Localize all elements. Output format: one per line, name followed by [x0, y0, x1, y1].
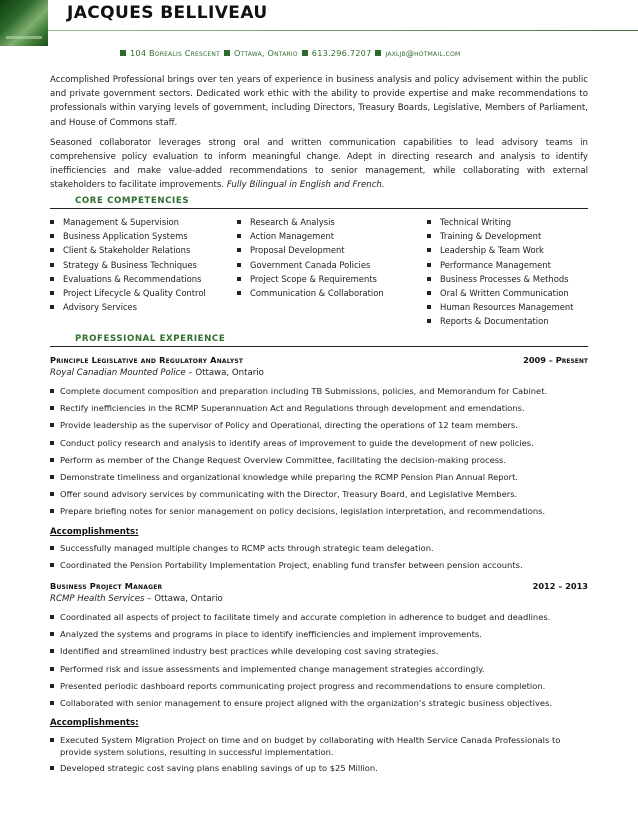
bullet-square-icon	[50, 475, 54, 479]
bullet-square-icon	[237, 263, 241, 267]
job-title: Business Project Manager	[50, 581, 163, 591]
bullet-square-icon	[120, 50, 126, 56]
bullet-square-icon	[427, 234, 431, 238]
section-rule	[50, 346, 588, 347]
list-item: Offer sound advisory services by communicating with the Director, Treasury Board, and Legislative Members.	[50, 486, 590, 503]
competency-item: Performance Management	[427, 258, 573, 272]
competency-item: Evaluations & Recommendations	[50, 272, 206, 286]
bullet-square-icon	[50, 546, 54, 550]
bullet-square-icon	[50, 684, 54, 688]
bullet-square-icon	[50, 263, 54, 267]
competency-column	[427, 215, 573, 329]
bullet-square-icon	[50, 667, 54, 671]
competency-item: Proposal Development	[237, 243, 384, 257]
bullet-square-icon	[50, 509, 54, 513]
competency-column	[237, 215, 384, 300]
bullet-square-icon	[427, 291, 431, 295]
summary-paragraph: Seasoned collaborator leverages strong oral and written communication capabilities to lead advisory teams in comprehensive policy evaluation to inform meaningful change. Adept in directing research and analysis to identify inefficiencies and make value-added recommendations to senior management, while collaborating with external stakeholders to facilitate improvements. Fully Bilingual in English and French.	[50, 137, 588, 191]
bullet-square-icon	[50, 291, 54, 295]
list-item: Prepare briefing notes for senior management on policy decisions, legislation interpretation, and recommendations.	[50, 503, 590, 520]
list-item: Provide leadership as the supervisor of Policy and Operational, directing the operations of 12 team members.	[50, 417, 590, 434]
list-item: Presented periodic dashboard reports communicating project progress and recommendations to ensure completion.	[50, 678, 590, 695]
candidate-name: JACQUES BELLIVEAU	[67, 3, 268, 23]
accomplishments-heading: Accomplishments:	[50, 527, 139, 537]
list-item: Rectify inefficiencies in the RCMP Superannuation Act and Regulations through development and emendations.	[50, 400, 590, 417]
job-duties-list	[50, 609, 590, 712]
competency-item: Research & Analysis	[237, 215, 384, 229]
list-item: Performed risk and issue assessments and implemented change management strategies accordingly.	[50, 661, 590, 678]
job-duties-list	[50, 383, 590, 521]
bullet-square-icon	[427, 319, 431, 323]
bullet-square-icon	[50, 220, 54, 224]
bullet-square-icon	[50, 563, 54, 567]
summary-paragraph: Accomplished Professional brings over ten years of experience in business analysis and policy advisement within the public and private government sectors. Dedicated work ethic with the ability to provide expertise and make recommendations to professionals within varying levels of government, including Directors, Treasury Boards, Legislative, Members of Parliament, and House of Commons staff.	[50, 75, 588, 128]
section-title-competencies: CORE COMPETENCIES	[75, 196, 190, 206]
email-link[interactable]: jaxljb@hotmail.com	[385, 48, 461, 58]
bullet-square-icon	[50, 492, 54, 496]
competency-item: Management & Supervision	[50, 215, 206, 229]
competency-item: Technical Writing	[427, 215, 573, 229]
bullet-square-icon	[427, 277, 431, 281]
bullet-square-icon	[50, 406, 54, 410]
competency-item: Government Canada Policies	[237, 258, 384, 272]
job-title: Principle Legislative and Regulatory Analyst	[50, 355, 244, 365]
list-item: Perform as member of the Change Request Overview Committee, facilitating the decision-making process.	[50, 452, 590, 469]
bullet-square-icon	[427, 305, 431, 309]
bullet-square-icon	[237, 234, 241, 238]
bullet-square-icon	[237, 291, 241, 295]
accomplishments-list	[50, 732, 590, 777]
competency-item: Leadership & Team Work	[427, 243, 573, 257]
bullet-square-icon	[224, 50, 230, 56]
competency-item: Reports & Documentation	[427, 314, 573, 328]
job-dates: 2009 – Present	[523, 355, 588, 365]
accomplishments-list	[50, 540, 590, 574]
bullet-square-icon	[237, 248, 241, 252]
competency-item: Business Application Systems	[50, 229, 206, 243]
list-item: Demonstrate timeliness and organizational knowledge while preparing the RCMP Pension Plan Annual Report.	[50, 469, 590, 486]
accomplishments-heading: Accomplishments:	[50, 718, 139, 728]
bullet-square-icon	[50, 423, 54, 427]
list-item: Coordinated the Pension Portability Implementation Project, enabling fund transfer between pension accounts.	[50, 557, 590, 574]
bullet-square-icon	[50, 649, 54, 653]
bullet-square-icon	[50, 277, 54, 281]
competency-item: Project Lifecycle & Quality Control	[50, 286, 206, 300]
professional-summary	[50, 73, 588, 199]
list-item: Coordinated all aspects of project to facilitate timely and accurate completion in adherence to budget and deadlines.	[50, 609, 590, 626]
address: 104 Borealis Crescent	[130, 48, 220, 58]
header-rule	[48, 30, 638, 31]
phone: 613.296.7207	[311, 48, 372, 58]
bullet-square-icon	[237, 220, 241, 224]
bullet-square-icon	[50, 701, 54, 705]
competency-item: Training & Development	[427, 229, 573, 243]
competency-item: Action Management	[237, 229, 384, 243]
list-item: Analyzed the systems and programs in place to identify inefficiencies and implement improvements.	[50, 626, 590, 643]
competency-item: Business Processes & Methods	[427, 272, 573, 286]
bullet-square-icon	[50, 305, 54, 309]
competency-item: Advisory Services	[50, 300, 206, 314]
employer: Royal Canadian Mounted Police – Ottawa, Ontario	[50, 368, 264, 378]
list-item: Developed strategic cost saving plans enabling savings of up to $25 Million.	[50, 760, 590, 777]
section-rule	[50, 208, 588, 209]
bullet-square-icon	[50, 248, 54, 252]
list-item: Complete document composition and preparation including TB Submissions, policies, and Memorandum for Cabinet.	[50, 383, 590, 400]
bullet-square-icon	[427, 220, 431, 224]
section-title-experience: PROFESSIONAL EXPERIENCE	[75, 334, 226, 344]
list-item: Identified and streamlined industry best practices while developing cost saving strategies.	[50, 643, 590, 660]
bullet-square-icon	[50, 458, 54, 462]
contact-line	[120, 48, 460, 58]
employer: RCMP Health Services – Ottawa, Ontario	[50, 594, 223, 604]
competency-item: Client & Stakeholder Relations	[50, 243, 206, 257]
list-item: Conduct policy research and analysis to identify areas of improvement to guide the development of new policies.	[50, 435, 590, 452]
logo-graphic	[0, 0, 48, 46]
city: Ottawa, Ontario	[233, 48, 298, 58]
bilingual-note: Fully Bilingual in English and French.	[226, 180, 385, 191]
list-item: Executed System Migration Project on time and on budget by collaborating with Health Service Canada Professionals to provide system solutions, resulting in successful implementation.	[50, 732, 590, 760]
competency-item: Strategy & Business Techniques	[50, 258, 206, 272]
competency-item: Human Resources Management	[427, 300, 573, 314]
competency-item: Oral & Written Communication	[427, 286, 573, 300]
competency-column	[50, 215, 206, 314]
bullet-square-icon	[302, 50, 308, 56]
list-item: Collaborated with senior management to ensure project aligned with the organization’s strategic business objectives.	[50, 695, 590, 712]
competency-item: Project Scope & Requirements	[237, 272, 384, 286]
bullet-square-icon	[427, 248, 431, 252]
bullet-square-icon	[50, 234, 54, 238]
bullet-square-icon	[50, 615, 54, 619]
bullet-square-icon	[50, 766, 54, 770]
bullet-square-icon	[50, 441, 54, 445]
bullet-square-icon	[50, 738, 54, 742]
bullet-square-icon	[237, 277, 241, 281]
bullet-square-icon	[375, 50, 381, 56]
list-item: Successfully managed multiple changes to RCMP acts through strategic team delegation.	[50, 540, 590, 557]
bullet-square-icon	[50, 389, 54, 393]
bullet-square-icon	[427, 263, 431, 267]
competency-item: Communication & Collaboration	[237, 286, 384, 300]
job-dates: 2012 – 2013	[532, 581, 588, 591]
bullet-square-icon	[50, 632, 54, 636]
